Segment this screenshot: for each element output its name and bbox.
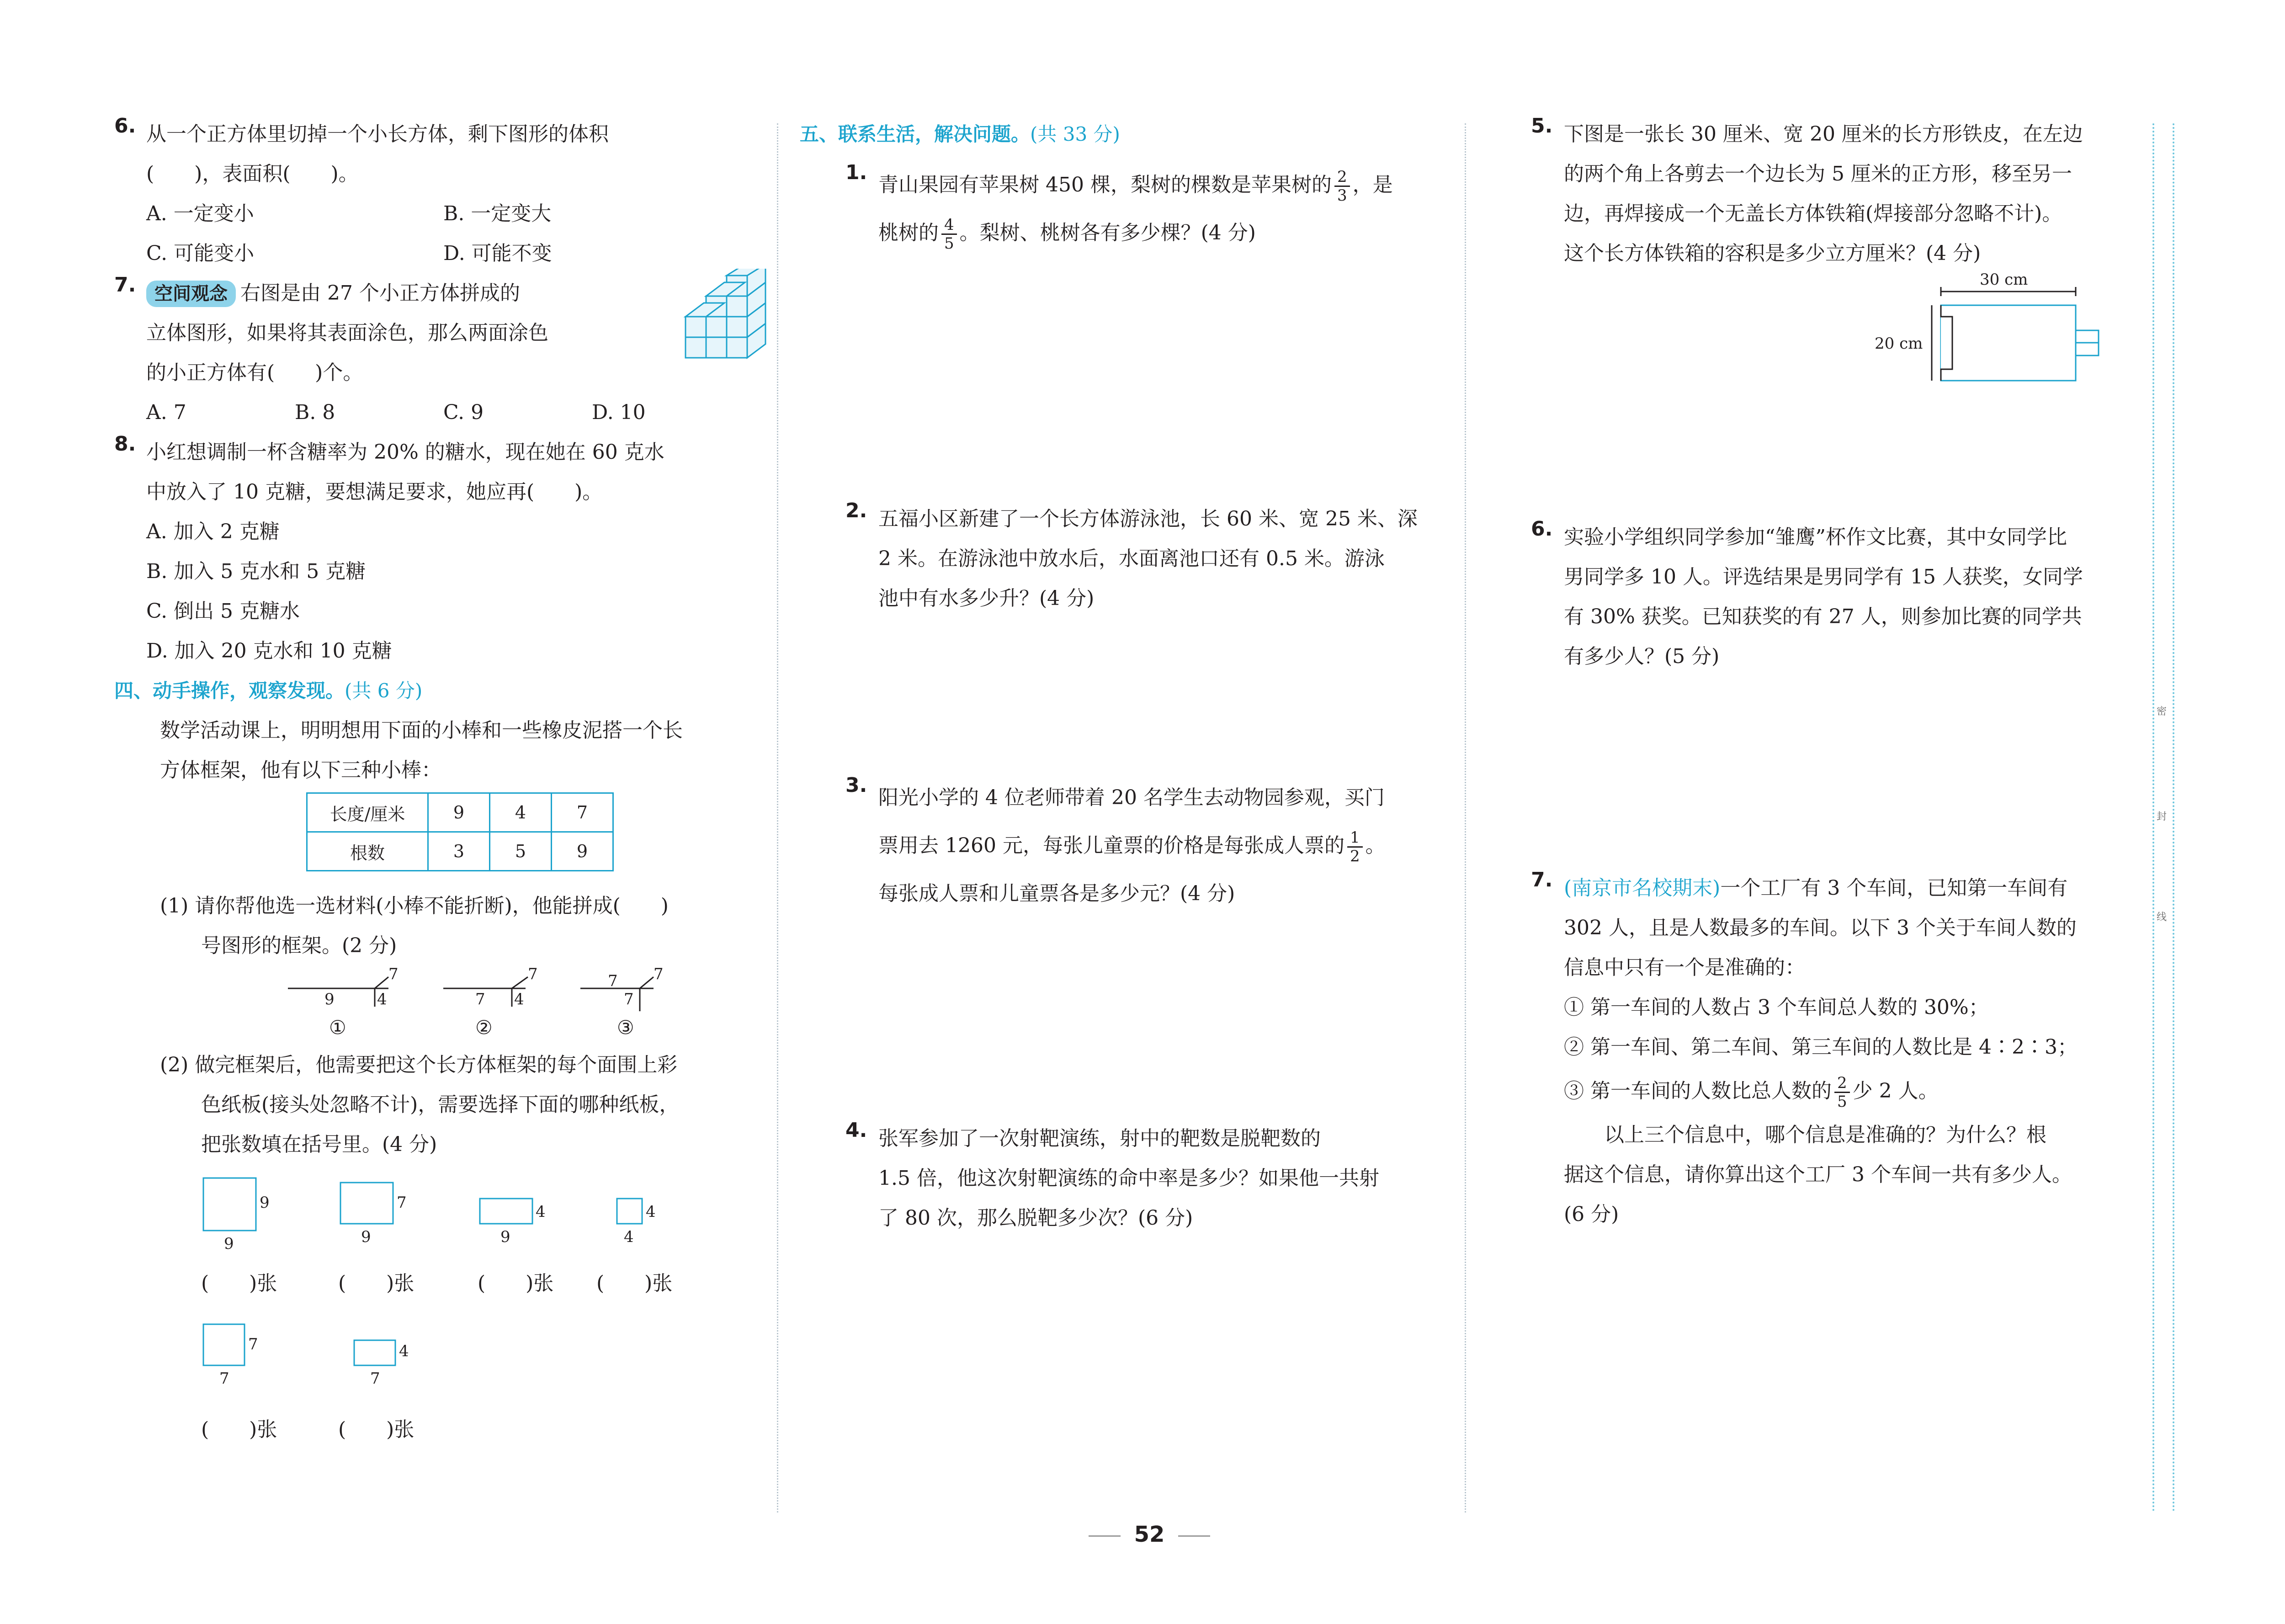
part-2-text: 把张数填在括号里。(4 分): [201, 1133, 437, 1156]
question-5: [1531, 114, 2143, 394]
question-1: 1. 青山果园有苹果树 450 棵，梨树的棵数是苹果树的 $\frac{2}{3}$ ，是 桃树的 $\frac{4}{5}$ 。梨树、桃树各有多少棵？(4 分): [845, 161, 1393, 253]
question-text: 实验小学组织同学参加“雏鹰”杯作文比赛，其中女同学比: [1564, 525, 2067, 549]
question-number: 7.: [1531, 868, 1553, 892]
question-text: 每张成人票和儿童票各是多少元？(4 分): [878, 882, 1235, 905]
question-text: 据这个信息，请你算出这个工厂 3 个车间一共有多少人。: [1564, 1163, 2072, 1186]
question-text: 边，再焊接成一个无盖长方体铁箱(焊接部分忽略不计)。: [1564, 202, 2062, 225]
question-6: [1531, 517, 2143, 676]
question-text: 张军参加了一次射靶演练，射中的靶数是脱靶数的: [878, 1127, 1321, 1150]
middle-column: [800, 114, 1449, 1238]
question-number: 8.: [114, 432, 136, 456]
option-b[interactable]: B. 8: [295, 401, 335, 424]
info-2: ② 第一车间、第二车间、第三车间的人数比是 4∶2∶3；: [1564, 1035, 2078, 1059]
option-c[interactable]: C. 倒出 5 克糖水: [146, 600, 300, 623]
question-text: ( )，表面积( )。: [146, 162, 359, 186]
board-height: 4: [536, 1203, 546, 1221]
board-height: 7: [397, 1194, 407, 1212]
topic-tag: 空间观念: [146, 281, 236, 307]
table-cell: 9: [552, 832, 613, 871]
question-number: 2.: [845, 499, 867, 522]
board-width: 7: [370, 1369, 380, 1388]
options-row: [146, 393, 763, 432]
part-2-text: 色纸板(接头处忽略不计)，需要选择下面的哪种纸板，: [201, 1093, 680, 1116]
part-2-text: (2) 做完框架后，他需要把这个长方体框架的每个面围上彩: [160, 1053, 678, 1077]
question-text: 了 80 次，那么脱靶多少次？(6 分): [878, 1206, 1193, 1230]
question-text: 池中有水多少升？(4 分): [878, 587, 1095, 610]
part-1-text: 号图形的框架。(2 分): [201, 934, 397, 957]
question-text: 男同学多 10 人。评选结果是男同学有 15 人获奖，女同学: [1564, 565, 2083, 589]
section-4: [114, 671, 763, 1449]
question-number: 6.: [1531, 517, 1553, 541]
frame-figures: [114, 966, 754, 1043]
info-3: ③ 第一车间的人数比总人数的: [1564, 1079, 1832, 1103]
board-height: 7: [248, 1335, 258, 1353]
question-text: 1.5 倍，他这次射靶演练的命中率是多少？如果他一共射: [878, 1167, 1379, 1190]
board-width: 9: [224, 1235, 234, 1253]
question-text: 阳光小学的 4 位老师带着 20 名学生去动物园参观，买门: [878, 786, 1385, 809]
question-text: 五福小区新建了一个长方体游泳池，长 60 米、宽 25 米、深: [878, 507, 1418, 531]
board-width: 9: [361, 1228, 371, 1246]
section-title: 五、联系生活，解决问题。(共 33 分): [800, 123, 1120, 145]
column-divider-2: [1465, 123, 1466, 1513]
option-b[interactable]: B. 加入 5 克水和 5 克糖: [146, 560, 366, 583]
board-height: 4: [646, 1203, 656, 1221]
right-column: [1531, 114, 2143, 1234]
frame-height: 7: [388, 966, 399, 983]
question-number: 6.: [114, 114, 136, 138]
answer-blank[interactable]: ( )张: [201, 1418, 277, 1441]
question-text: 青山果园有苹果树 450 棵，梨树的棵数是苹果树的: [878, 173, 1332, 196]
board-height: 9: [260, 1194, 270, 1212]
option-d[interactable]: D. 可能不变: [443, 242, 552, 265]
board-width: 7: [219, 1369, 229, 1388]
question-text: 这个长方体铁箱的容积是多少立方厘米？(4 分): [1564, 242, 1981, 265]
fraction: $\frac{1}{2}$: [1347, 829, 1363, 865]
frame-label-2: ②: [475, 1016, 493, 1039]
width-dimension: 30 cm: [1980, 273, 2028, 289]
question-text: 的两个角上各剪去一个边长为 5 厘米的正方形，移至另一: [1564, 162, 2072, 186]
board-width: 9: [500, 1228, 510, 1246]
question-number: 5.: [1531, 114, 1553, 138]
answer-blank[interactable]: ( )张: [201, 1272, 277, 1295]
board-width: 4: [624, 1228, 634, 1246]
seal-line-char: 线: [2156, 912, 2167, 923]
question-text: 的小正方体有( )个。: [146, 361, 363, 384]
seal-line-char: 密: [2156, 706, 2167, 717]
question-text: 从一个正方体里切掉一个小长方体，剩下图形的体积: [146, 122, 609, 146]
question-text: 小红想调制一杯含糖率为 20% 的糖水，现在她在 60 克水: [146, 440, 664, 464]
question-number: 7.: [114, 273, 136, 297]
question-number: 3.: [845, 774, 867, 797]
answer-blank[interactable]: ( )张: [596, 1272, 673, 1295]
question-8: [69, 432, 763, 671]
iron-sheet-figure: [1875, 273, 2158, 392]
table-header: 长度/厘米: [307, 793, 428, 832]
frame-length: 7: [475, 990, 485, 1008]
option-a[interactable]: A. 7: [146, 401, 186, 424]
question-text: 立体图形，如果将其表面涂色，那么两面涂色: [146, 321, 548, 345]
option-a[interactable]: A. 加入 2 克糖: [146, 520, 280, 543]
page-number: 52: [1033, 1522, 1266, 1547]
table-cell: 7: [552, 793, 613, 832]
question-text: (6 分): [1564, 1203, 1619, 1226]
question-text: 2 米。在游泳池中放水后，水面离池口还有 0.5 米。游泳: [878, 547, 1385, 570]
option-c[interactable]: C. 可能变小: [146, 242, 255, 265]
question-text: 桃树的: [878, 221, 939, 244]
seal-line-char: 封: [2156, 811, 2167, 823]
table-wrap: [114, 790, 763, 886]
question-text: 有多少人？(5 分): [1564, 645, 1720, 668]
option-d[interactable]: D. 加入 20 克水和 10 克糖: [146, 639, 392, 663]
option-b[interactable]: B. 一定变大: [443, 202, 552, 225]
left-column: [114, 114, 763, 1449]
option-a[interactable]: A. 一定变小: [146, 202, 254, 225]
question-text: 右图是由 27 个小正方体拼成的: [240, 281, 520, 305]
table-cell: 9: [428, 793, 490, 832]
frame-height: 7: [654, 966, 664, 983]
frame-width: 4: [377, 990, 387, 1008]
section-title: 四、动手操作，观察发现。(共 6 分): [114, 679, 423, 702]
option-d[interactable]: D. 10: [592, 401, 646, 424]
question-2: [800, 499, 1449, 618]
frame-label-3: ③: [617, 1016, 634, 1039]
question-text: 信息中只有一个是准确的：: [1564, 956, 1805, 979]
question-number: 1.: [845, 161, 867, 184]
fraction: $\frac{2}{5}$: [1834, 1074, 1850, 1110]
question-7: 7. (南京市名校期末)一个工厂有 3 个车间，已知第一车间有 302 人，且是人数最多的车间。以下 3 个关于车间人数的 信息中只有一个是准确的： ① 第一车间的人数占 3 个车间总人数的 30%； ② 第一车间、第二车间、第三车间的人数比是 4∶2∶3； ③ 第一车间的人数比总人数的 $\frac{2}{5}$ 少 2 人。 以上三个信息中，哪个信息是准确的？为什么？根 据这个信息，请你算出这个工厂 3 个车间一共有多少人。 (6 分): [1531, 868, 2143, 1234]
question-text: 以上三个信息中，哪个信息是准确的？为什么？根: [1604, 1123, 2046, 1146]
question-7: [69, 273, 763, 432]
frame-height: 7: [528, 966, 538, 983]
frame-length: 7: [608, 972, 618, 990]
options-row: [146, 194, 763, 234]
question-6: [69, 114, 763, 273]
info-1: ① 第一车间的人数占 3 个车间总人数的 30%；: [1564, 996, 1989, 1019]
question-3: 3. 阳光小学的 4 位老师带着 20 名学生去动物园参观，买门 票用去 1260 元，每张儿童票的价格是每张成人票的 $\frac{1}{2}$ 。 每张成人票和儿童票各是多少元？(4 分): [800, 774, 1449, 918]
answer-blank[interactable]: ( )张: [338, 1418, 414, 1441]
table-cell: 4: [490, 793, 552, 832]
height-dimension: 20 cm: [1875, 334, 1923, 353]
cube-stack-figure: [681, 269, 791, 369]
answer-blank[interactable]: ( )张: [478, 1272, 554, 1295]
part-1-text: (1) 请你帮他选一选材料(小棒不能折断)，他能拼成( ): [160, 894, 669, 918]
question-text: 下图是一张长 30 厘米、宽 20 厘米的长方形铁皮，在左边: [1564, 122, 2083, 146]
section-intro: 数学活动课上，明明想用下面的小棒和一些橡皮泥搭一个长: [160, 719, 683, 742]
question-text: 票用去 1260 元，每张儿童票的价格是每张成人票的: [878, 834, 1344, 857]
question-text: 有 30% 获奖。已知获奖的有 27 人，则参加比赛的同学共: [1564, 605, 2082, 628]
frame-label-1: ①: [329, 1016, 346, 1039]
table-cell: 3: [428, 832, 490, 871]
table-header: 根数: [307, 832, 428, 871]
option-c[interactable]: C. 9: [443, 401, 484, 424]
question-text: 中放入了 10 克糖，要想满足要求，她应再( )。: [146, 480, 603, 504]
question-text: 302 人，且是人数最多的车间。以下 3 个关于车间人数的: [1564, 916, 2077, 939]
frame-length: 9: [324, 990, 335, 1008]
table-cell: 5: [490, 832, 552, 871]
fraction: $\frac{4}{5}$: [941, 216, 957, 252]
board-height: 4: [399, 1342, 409, 1360]
fraction: $\frac{2}{3}$: [1334, 168, 1350, 204]
stick-length-table: [306, 792, 614, 871]
answer-blank[interactable]: ( )张: [338, 1272, 414, 1295]
question-source: (南京市名校期末): [1564, 876, 1721, 900]
options-row: [146, 234, 763, 273]
question-4: [800, 1119, 1449, 1238]
frame-width: 4: [514, 990, 524, 1008]
frame-width: 7: [624, 990, 634, 1008]
section-intro: 方体框架，他有以下三种小棒：: [160, 759, 441, 782]
question-text: 一个工厂有 3 个车间，已知第一车间有: [1720, 876, 2068, 900]
question-number: 4.: [845, 1119, 867, 1142]
board-figures: [114, 1173, 754, 1448]
